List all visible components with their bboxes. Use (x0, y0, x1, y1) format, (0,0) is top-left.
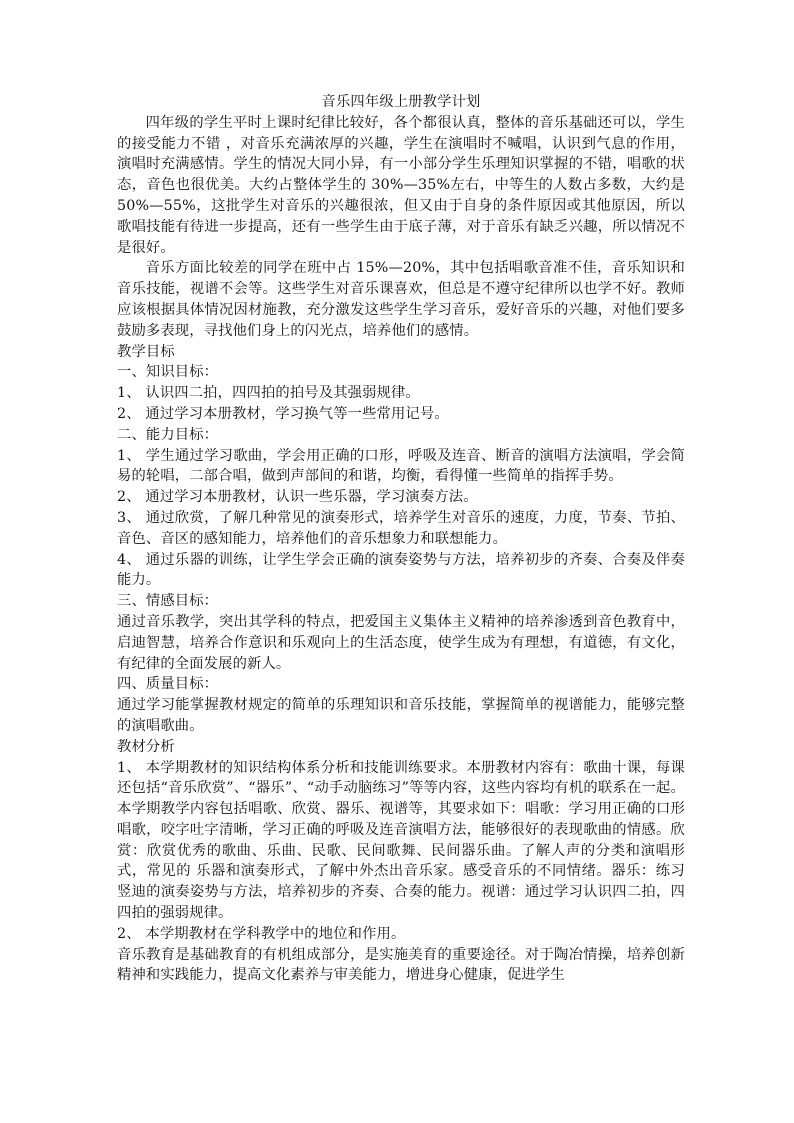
knowledge-goals-heading: 一、知识目标： (117, 364, 219, 381)
ability-goal-2: 2、 通过学习本册教材，认识一些乐器，学习演奏方法。 (117, 489, 478, 506)
material-analysis-1: 1、 本学期教材的知识结构体系分析和技能训练要求。本册教材内容有：歌曲十课，每课还包括“音乐欣赏”、“器乐”、“动手动脑练习”等等内容，这些内容均有机的联系在一起。本学期教学内容包括唱歌、欣赏、器乐、视谱等，其要求如下：唱歌：学习用正确的口形唱歌，咬字吐字清晰，学习正确的呼吸及连音演唱方法，能够很好的表现歌曲的情感。欣赏：欣赏优秀的歌曲、乐曲、民歌、民间歌舞、民间器乐曲。了解人声的分类和演唱形式，常见的 乐器和演奏形式，了解中外杰出音乐家。感受音乐的不同情绪。器乐：练习竖迪的演奏姿势与方法，培养初步的齐奏、合奏的能力。视谱：通过学习认识四二拍，四四拍的强弱规律。 (117, 759, 685, 922)
ability-goals-heading: 二、能力目标： (117, 426, 219, 443)
quality-goals-text: 通过学习能掌握教材规定的简单的乐理知识和音乐技能，掌握简单的视谱能力，能够完整的演唱歌曲。 (117, 697, 685, 734)
closing-paragraph: 音乐教育是基础教育的有机组成部分，是实施美育的重要途径。对于陶冶情操，培养创新精神和实践能力，提高文化素养与审美能力，增进身心健康，促进学生 (117, 946, 685, 984)
quality-goals-heading: 四、质量目标： (117, 676, 219, 693)
material-analysis-2: 2、 本学期教材在学科教学中的地位和作用。 (117, 925, 406, 942)
document-title: 音乐四年级上册教学计划 (321, 94, 481, 110)
ability-goal-4: 4、 通过乐器的训练，让学生学会正确的演奏姿势与方法，培养初步的齐奏、合奏及伴奏能力。 (117, 551, 685, 589)
knowledge-goal-2: 2、 通过学习本册教材，学习换气等一些常用记号。 (117, 405, 449, 422)
ability-goal-3: 3、 通过欣赏，了解几种常见的演奏形式，培养学生对音乐的速度，力度，节奏、节拍、音色、音区的感知能力，培养他们的音乐想象力和联想能力。 (117, 509, 685, 547)
ability-goal-1: 1、 学生通过学习歌曲，学会用正确的口形，呼吸及连音、断音的演唱方法演唱，学会简易的轮唱，二部合唱，做到声部间的和谐，均衡，看得懂一些简单的指挥手势。 (117, 447, 685, 485)
intro-paragraph-1: 四年级的学生平时上课时纪律比较好，各个都很认真，整体的音乐基础还可以，学生的接受能力不错 ，对音乐充满浓厚的兴趣，学生在演唱时不喊唱，认识到气息的作用，演唱时充满感情。学生的情况大同小异，有一小部分学生乐理知识掌握的不错，唱歌的状态，音色也很优美。大约占整体学生的 30%—35%左右，中等生的人数占多数，大约是 50%—55%，这批学生对音乐的兴趣很浓，但又由于自身的条件原因或其他原因，所以歌唱技能有待进一步提高，还有一些学生由于底子薄，对于音乐有缺乏兴趣，所以情况不是很好。 (117, 114, 685, 256)
knowledge-goal-1: 1、 认识四二拍，四四拍的拍号及其强弱规律。 (117, 385, 420, 402)
emotion-goals-text: 通过音乐教学，突出其学科的特点，把爱国主义集体主义精神的培养渗透到音色教育中，启迪智慧，培养合作意识和乐观向上的生活态度，使学生成为有理想，有道德，有文化，有纪律的全面发展的新人。 (117, 613, 685, 672)
emotion-goals-heading: 三、情感目标： (117, 593, 219, 610)
material-analysis-heading: 教材分析 (117, 738, 175, 755)
intro-paragraph-2: 音乐方面比较差的同学在班中占 15%—20%，其中包括唱歌音准不佳，音乐知识和音乐技能，视谱不会等。这些学生对音乐课喜欢，但总是不遵守纪律所以也学不好。教师应该根据具体情况因材施教，充分激发这些学生学习音乐，爱好音乐的兴趣，对他们要多鼓励多表现，寻找他们身上的闪光点，培养他们的感情。 (117, 260, 685, 339)
document-page (117, 92, 685, 986)
goals-heading: 教学目标 (117, 343, 175, 360)
